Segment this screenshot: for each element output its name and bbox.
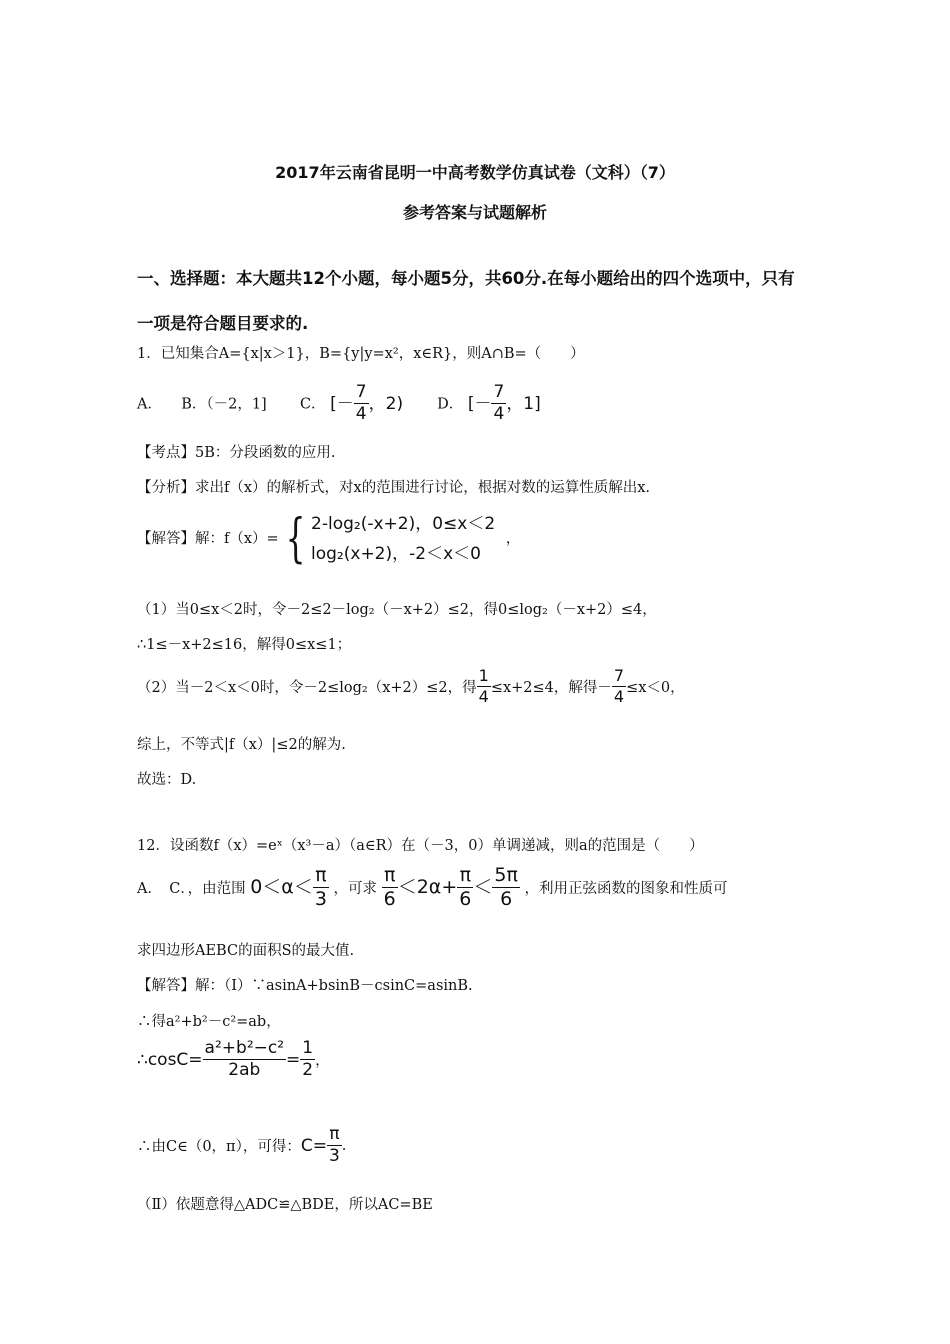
fraction: $\frac{1}{4}$ [478,666,489,706]
q1-option-c-interval: [－ $\frac{7}{4}$ ，2) [330,382,404,424]
fraction: $\frac{\pi}{3}$ [328,1124,340,1166]
fraction: $\frac{\pi}{6}$ [459,864,472,910]
fraction: $\frac{\pi}{3}$ [314,864,327,910]
q1-jieda-piecewise: 【解答】解：f（x）= { 2-log₂(-x+2)，0≤x＜2 log₂(x+2)，-2＜x＜0 ， [137,509,521,569]
q12-line4: 【解答】解：（Ⅰ）∵asinA+bsinB－csinC=asinB. [137,978,473,994]
q12-line5: ∴得a²+b²－c²=ab， [137,1014,281,1030]
q1-step2: ∴1≤－x+2≤16，解得0≤x≤1； [137,637,352,653]
q1-step4: 综上，不等式|f（x）|≤2的解为. [137,737,346,753]
q12-line7: ∴由C∈（0，π），可得：C= $\frac{\pi}{3}$ . [137,1124,347,1166]
q12-line3: 求四边形AEBC的面积S的最大值. [137,943,355,959]
q1-option-c-label: C． [299,396,326,413]
section-heading-line2: 一项是符合题目要求的. [137,314,309,333]
q1-step3: （2）当－2＜x＜0时，令－2≤log₂（x+2）≤2，得 $\frac{1}{4}$ ≤x+2≤4，解得－ $\frac{7}{4}$ ≤x＜0， [137,666,685,706]
inequality-2alpha: $\frac{\pi}{6}$ ＜2α+ $\frac{\pi}{6}$ ＜ $\frac{5\pi}{6}$ [383,864,518,910]
q1-step5: 故选：D. [137,772,197,788]
q1-option-d-interval: [－ $\frac{7}{4}$ ，1] [467,382,541,424]
q12-stem: 12．设函数f（x）=eˣ（x³－a）（a∈R）在（－3，0）单调递减，则a的范围是（ ） [137,838,704,854]
q1-option-d-label: D． [437,396,464,413]
fraction: $\frac{5\pi}{6}$ [494,864,518,910]
page-subtitle: 参考答案与试题解析 [402,203,547,222]
fraction: $\frac{7}{4}$ [355,382,367,424]
fraction: $\frac{1}{2}$ [302,1038,314,1080]
fraction: $\frac{\text{a²+b²−c²}}{2ab}$ [204,1038,285,1080]
q1-step1: （1）当0≤x＜2时，令－2≤2－log₂（－x+2）≤2，得0≤log₂（－x+2）≤4， [137,602,657,618]
q1-kaodian: 【考点】5B：分段函数的应用. [137,445,336,461]
inequality-alpha: 0＜α＜ $\frac{\pi}{3}$ [250,864,327,910]
q12-cosC: ∴cosC= $\frac{\text{a²+b²−c²}}{2ab}$ = $\frac{1}{2}$ ， [137,1038,330,1080]
fraction: $\frac{7}{4}$ [493,382,505,424]
piecewise-cases: 2-log₂(-x+2)，0≤x＜2 log₂(x+2)，-2＜x＜0 [311,514,496,564]
q1-option-a: A． [137,396,162,413]
q1-options [137,384,541,423]
q12-line8: （Ⅱ）依题意得△ADC≌△BDE，所以AC=BE [137,1197,433,1213]
q12-range-line: A． C．，由范围 0＜α＜ $\frac{\pi}{3}$ ，可求 $\frac{\pi}{6}$ ＜2α+ $\frac{\pi}{6}$ ＜ $\frac{5\pi}{6}$ ，利用正弦函数的图象和性质可 [137,864,728,910]
brace-symbol: { [285,509,306,569]
section-heading-line1: 一、选择题：本大题共12个小题，每小题5分，共60分.在每小题给出的四个选项中，只有 [137,269,795,288]
q1-stem: 1．已知集合A={x|x＞1}，B={y|y=x²，x∈R}，则A∩B=（ ） [137,346,585,362]
q1-option-b: B．（－2，1] [181,396,267,413]
fraction: $\frac{\pi}{6}$ [383,864,396,910]
q1-fenxi: 【分析】求出f（x）的解析式，对x的范围进行讨论，根据对数的运算性质解出x. [137,480,651,496]
fraction: $\frac{7}{4}$ [613,666,625,706]
page-title: 2017年云南省昆明一中高考数学仿真试卷（文科）（7） [275,163,675,182]
